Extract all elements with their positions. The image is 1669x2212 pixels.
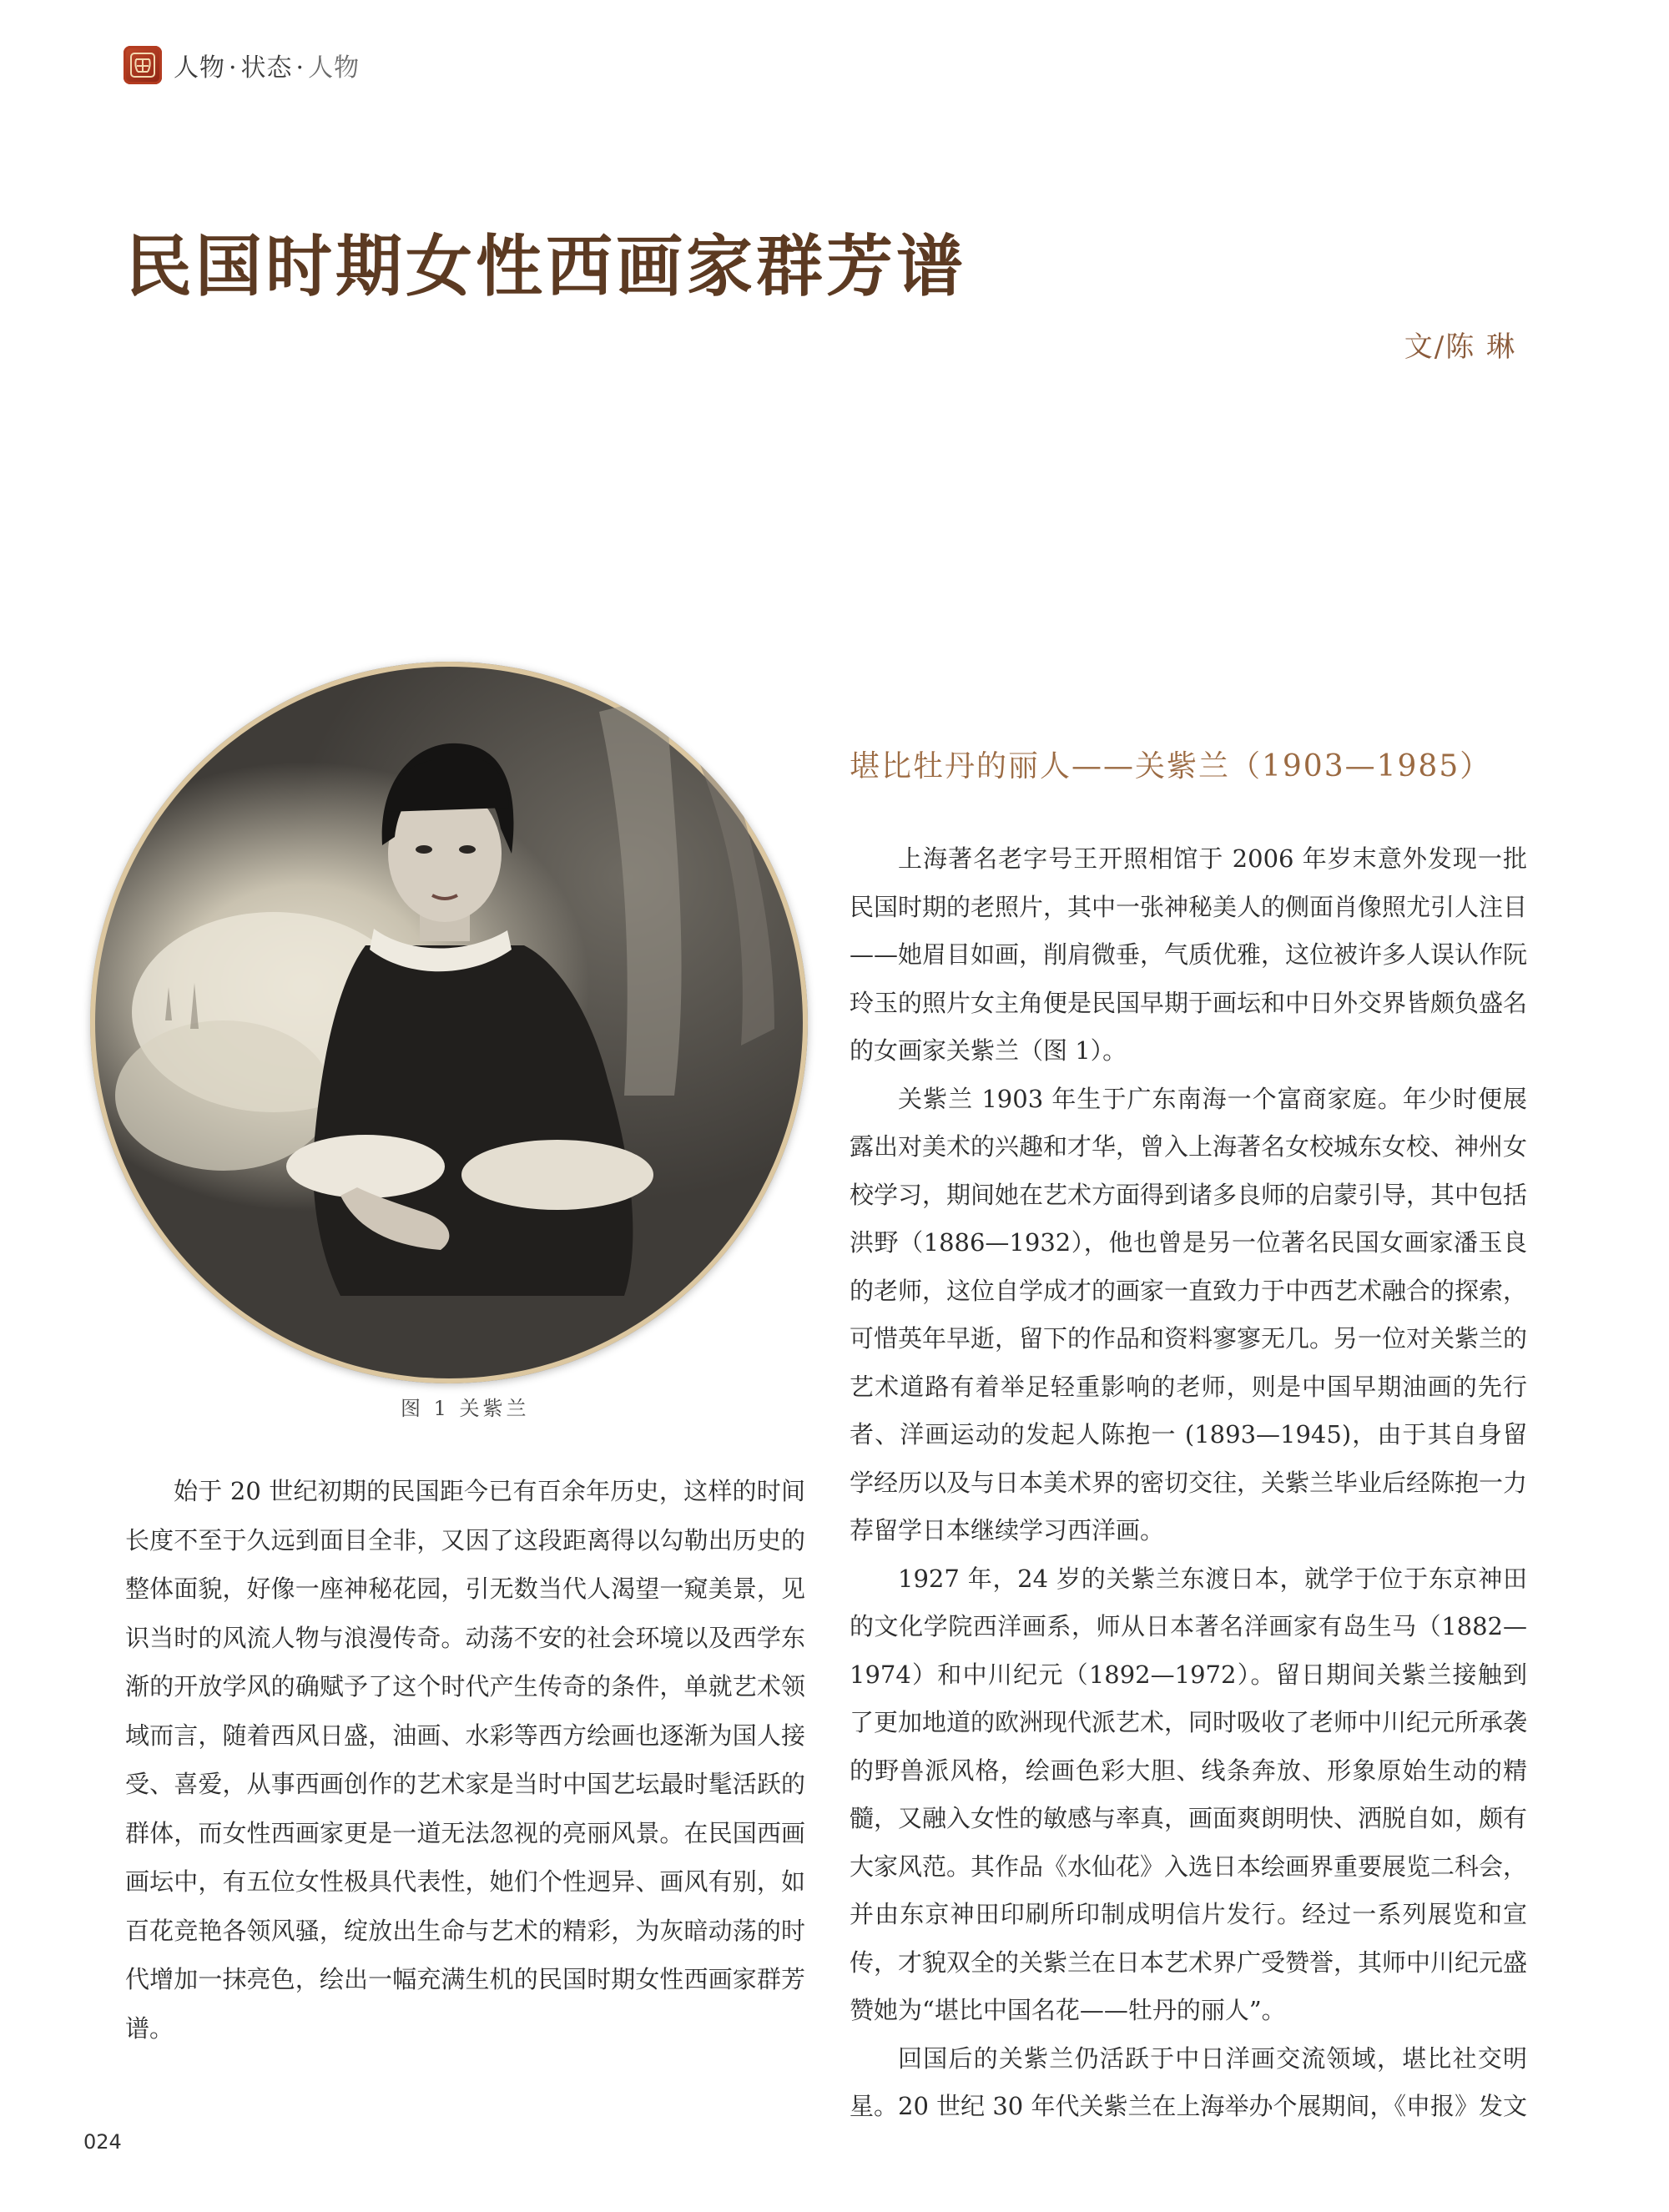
portrait-illustration [90, 662, 808, 1383]
seal-glyph [129, 51, 157, 79]
seal-logo-icon [124, 46, 162, 84]
section-label-3: 人物 [308, 53, 361, 83]
body-paragraph: 关紫兰 1903 年生于广东南海一个富商家庭。年少时便展露出对美术的兴趣和才华，曾入上海著名女校城东女校、神州女校学习，期间她在艺术方面得到诸多良师的启蒙引导，其中包括洪野（1886—1932），他也曾是另一位著名民国女画家潘玉良的老师，这位自学成才的画家一直致力于中西艺术融合的探索，可惜英年早逝，留下的作品和资料寥寥无几。另一位对关紫兰的艺术道路有着举足轻重影响的老师，则是中国早期油画的先行者、洋画运动的发起人陈抱一 (1893—1945)，由于其自身留学经历以及与日本美术界的密切交往，关紫兰毕业后经陈抱一力荐留学日本继续学习西洋画。 [850, 1084, 1528, 1544]
article-title: 民国时期女性西画家群芳谱 [125, 227, 966, 305]
right-column [850, 743, 1527, 2131]
portrait-photo [90, 662, 808, 1383]
oval-photo-frame [90, 662, 808, 1383]
separator: · [295, 53, 305, 83]
section-label-2: 状态 [240, 53, 293, 83]
body-paragraph: 回国后的关紫兰仍活跃于中日洋画交流领域，堪比社交明星。20 世纪 30 年代关紫兰在上海举办个展期间，《申报》发文 [850, 2043, 1527, 2120]
section-path [174, 47, 360, 83]
body-paragraph: 上海著名老字号王开照相馆于 2006 年岁末意外发现一批民国时期的老照片，其中一张神秘美人的侧面肖像照尤引人注目——她眉目如画，削肩微垂，气质优雅，这位被许多人误认作阮玲玉的照片女主角便是民国早期于画坛和中日外交界皆颇负盛名的女画家关紫兰（图 1）。 [850, 844, 1528, 1065]
figure-caption: 图 1 关紫兰 [401, 1397, 530, 1420]
separator: · [229, 53, 238, 83]
page-number: 024 [83, 2130, 122, 2154]
section-heading: 堪比牡丹的丽人——关紫兰（1903—1985） [850, 749, 1492, 784]
intro-paragraph: 始于 20 世纪初期的民国距今已有百余年历史，这样的时间长度不至于久远到面目全非，又因了这段距离得以勾勒出历史的整体面貌，好像一座神秘花园，引无数当代人渴望一窥美景，见识当时的风流人物与浪漫传奇。动荡不安的社会环境以及西学东渐的开放学风的确赋予了这个时代产生传奇的条件，单就艺术领域而言，随着西风日盛，油画、水彩等西方绘画也逐渐为国人接受、喜爱，从事西画创作的艺术家是当时中国艺坛最时髦活跃的群体，而女性西画家更是一道无法忽视的亮丽风景。在民国西画画坛中，有五位女性极具代表性，她们个性迥异、画风有别，如百花竞艳各领风骚，绽放出生命与艺术的精彩，为灰暗动荡的时代增加一抹亮色，绘出一幅充满生机的民国时期女性西画家群芳谱。 [125, 1477, 805, 2043]
body-paragraph: 1927 年，24 岁的关紫兰东渡日本，就学于位于东京神田的文化学院西洋画系，师从日本著名洋画家有岛生马（1882—1974）和中川纪元（1892—1972）。留日期间关紫兰接触到了更加地道的欧洲现代派艺术，同时吸收了老师中川纪元所承袭的野兽派风格，绘画色彩大胆、线条奔放、形象原始生动的精髓，又融入女性的敏感与率真，画面爽朗明快、洒脱自如，颇有大家风范。其作品《水仙花》入选日本绘画界重要展览二科会，并由东京神田印刷所印制成明信片发行。经过一系列展览和宣传，才貌双全的关紫兰在日本艺术界广受赞誉，其师中川纪元盛赞她为“堪比中国名花——牡丹的丽人”。 [850, 1564, 1528, 2024]
section-label-1: 人物 [174, 53, 225, 83]
left-column [125, 1467, 805, 2053]
running-header [124, 43, 360, 87]
article-author: 文/陈 琳 [1404, 330, 1516, 364]
